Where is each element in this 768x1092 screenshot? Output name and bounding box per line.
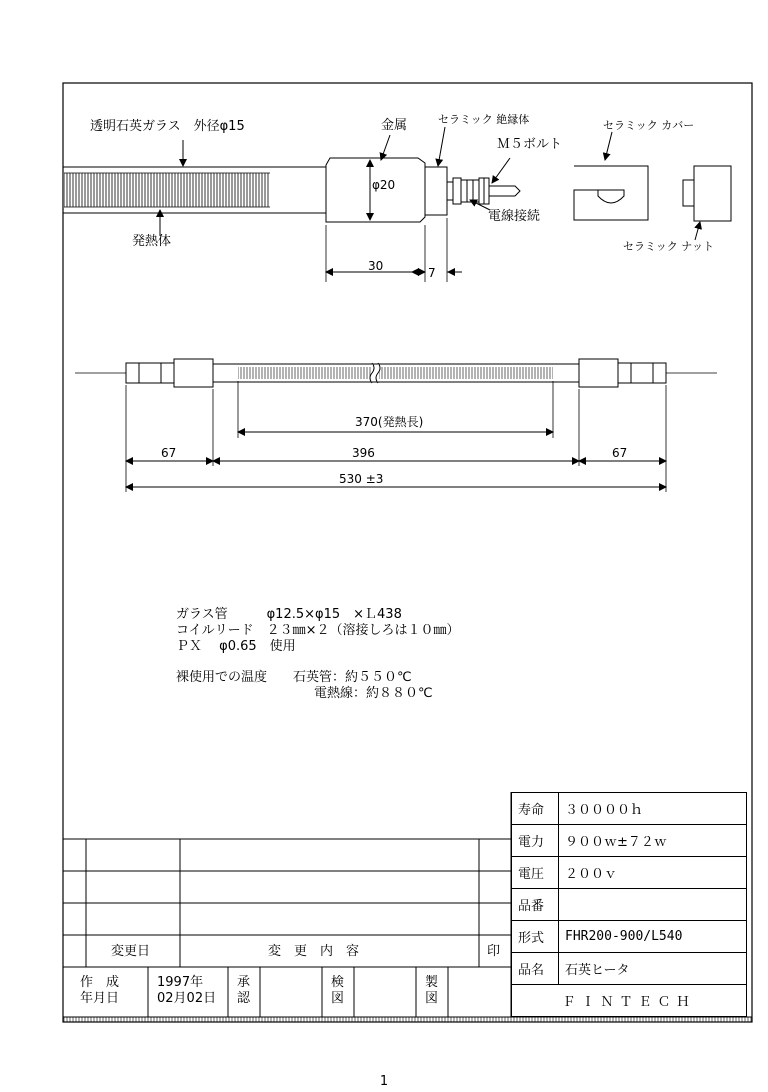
spec-value bbox=[559, 889, 747, 921]
dim-7: 7 bbox=[428, 266, 436, 280]
heating-section-right bbox=[379, 367, 553, 379]
note-temp-wire: 電熱線：約８８０℃ bbox=[314, 686, 433, 701]
note-coil-lead: コイルリード ２３㎜×２（溶接しろは１０㎜） bbox=[176, 623, 460, 638]
title-created: 作 成 bbox=[80, 975, 120, 990]
spec-key: 品番 bbox=[512, 889, 559, 921]
label-heating-element: 発熱体 bbox=[132, 234, 172, 249]
label-ceramic-nut: セラミック ナット bbox=[623, 240, 715, 253]
border-pattern bbox=[63, 1017, 752, 1022]
revision-change-content: 変 更 内 容 bbox=[268, 944, 360, 959]
label-phi20: φ20 bbox=[372, 178, 396, 192]
spec-key: 形式 bbox=[512, 921, 559, 953]
spec-key: 品名 bbox=[512, 953, 559, 985]
table-row bbox=[512, 985, 747, 1017]
revision-change-date: 変更日 bbox=[111, 944, 151, 959]
dim-total: 530 ±3 bbox=[339, 472, 384, 486]
dim-heating-length: 370(発熱長) bbox=[355, 415, 424, 429]
label-ceramic-cover: セラミック カバー bbox=[603, 119, 695, 132]
label-wire-connection: 電線接続 bbox=[488, 209, 541, 224]
spec-table bbox=[511, 792, 747, 1017]
company-name: ＦＩＮＴＥＣＨ bbox=[512, 985, 747, 1017]
note-temp-quartz: 裸使用での温度 石英管：約５５０℃ bbox=[176, 670, 412, 685]
title-approve: 承認 bbox=[237, 975, 251, 1006]
dim-left-67: 67 bbox=[161, 446, 177, 460]
title-date-label: 年月日 bbox=[80, 991, 120, 1006]
revision-block bbox=[63, 792, 511, 1017]
dim-30: 30 bbox=[368, 259, 384, 273]
spec-value: 石英ヒータ bbox=[559, 953, 747, 985]
spec-key: 寿命 bbox=[512, 793, 559, 825]
heating-coil-hatch bbox=[64, 173, 270, 207]
spec-value: ３００００ｈ bbox=[559, 793, 747, 825]
ceramic-cover bbox=[574, 166, 648, 220]
right-metal-cap bbox=[579, 359, 618, 387]
ceramic-nut bbox=[694, 166, 731, 221]
table-row bbox=[512, 953, 747, 985]
title-year: 1997年 bbox=[157, 975, 204, 990]
note-px: ＰＸ φ0.65 使用 bbox=[176, 639, 296, 654]
note-glass-tube: ガラス管 φ12.5×φ15 ×Ｌ438 bbox=[176, 607, 402, 622]
page-number: 1 bbox=[379, 1074, 389, 1089]
label-m5-bolt: Ｍ５ボルト bbox=[497, 137, 563, 152]
spec-key: 電圧 bbox=[512, 857, 559, 889]
heater-end-detail bbox=[63, 127, 731, 282]
spec-notes bbox=[176, 607, 460, 702]
spec-value: FHR200-900/L540 bbox=[559, 921, 747, 953]
dim-right-67: 67 bbox=[612, 446, 628, 460]
spec-key: 電力 bbox=[512, 825, 559, 857]
dim-396: 396 bbox=[352, 446, 375, 460]
spec-value: ２００ｖ bbox=[559, 857, 747, 889]
left-metal-cap bbox=[174, 359, 213, 387]
table-row bbox=[512, 857, 747, 889]
table-row bbox=[512, 825, 747, 857]
label-metal: 金属 bbox=[381, 118, 408, 133]
heating-section-left bbox=[238, 367, 371, 379]
label-quartz-glass: 透明石英ガラス 外径φ15 bbox=[90, 119, 245, 134]
ceramic-insulator bbox=[425, 167, 447, 215]
title-month-day: 02月02日 bbox=[157, 991, 217, 1006]
table-row bbox=[512, 793, 747, 825]
table-row bbox=[512, 889, 747, 921]
title-inspect: 検図 bbox=[331, 975, 345, 1006]
table-row bbox=[512, 921, 747, 953]
spec-value: ９００ｗ±７２ｗ bbox=[559, 825, 747, 857]
revision-seal: 印 bbox=[487, 944, 501, 959]
label-ceramic-insulator: セラミック 絶縁体 bbox=[438, 113, 530, 126]
title-draw: 製図 bbox=[425, 975, 439, 1006]
